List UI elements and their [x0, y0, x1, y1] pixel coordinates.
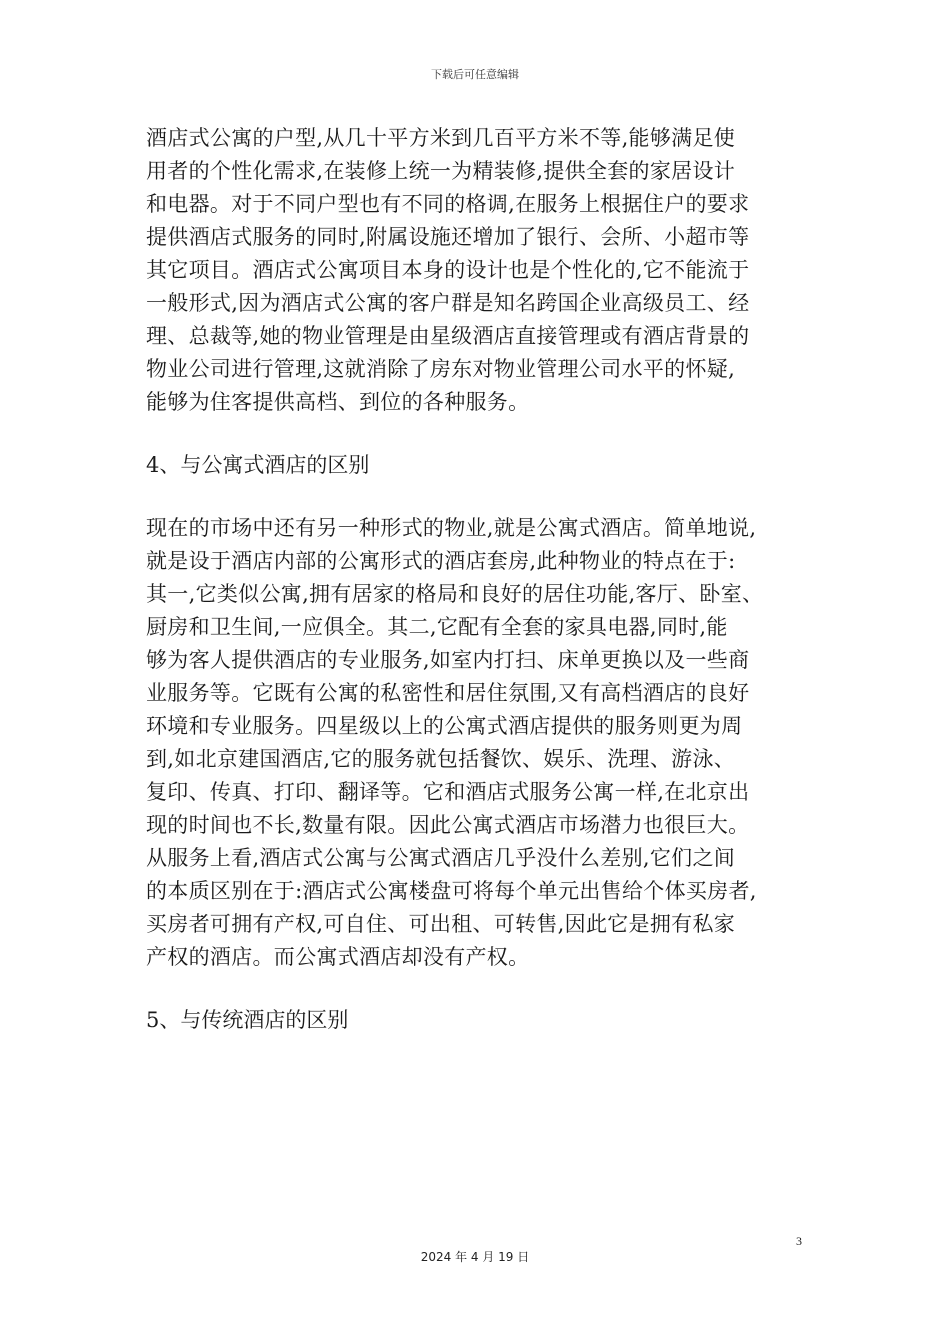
section-heading-5: 5、与传统酒店的区别	[146, 1008, 349, 1032]
text-line: 厨房和卫生间,一应俱全。其二,它配有全套的家具电器,同时,能	[146, 615, 728, 639]
page-number: 3	[796, 1234, 802, 1248]
text-line: 复印、传真、打印、翻译等。它和酒店式服务公寓一样,在北京出	[146, 780, 750, 804]
text-line: 物业公司进行管理,这就消除了房东对物业管理公司水平的怀疑,	[146, 357, 736, 381]
paragraph-apartment-hotel-difference	[146, 512, 818, 974]
text-line: 从服务上看,酒店式公寓与公寓式酒店几乎没什么差别,它们之间	[146, 846, 736, 870]
page-date: 2024 年 4 月 19 日	[420, 1250, 530, 1264]
text-line: 到,如北京建国酒店,它的服务就包括餐饮、娱乐、洗理、游泳、	[146, 747, 736, 771]
text-line: 提供酒店式服务的同时,附属设施还增加了银行、会所、小超市等	[146, 225, 750, 249]
text-line: 和电器。对于不同户型也有不同的格调,在服务上根据住户的要求	[146, 192, 750, 216]
text-line: 其它项目。酒店式公寓项目本身的设计也是个性化的,它不能流于	[146, 258, 750, 282]
text-line: 现的时间也不长,数量有限。因此公寓式酒店市场潜力也很巨大。	[146, 813, 750, 837]
text-line: 一般形式,因为酒店式公寓的客户群是知名跨国企业高级员工、经	[146, 291, 750, 315]
text-line: 业服务等。它既有公寓的私密性和居住氛围,又有高档酒店的良好	[146, 681, 750, 705]
text-line: 够为客人提供酒店的专业服务,如室内打扫、床单更换以及一些商	[146, 648, 750, 672]
text-line: 酒店式公寓的户型,从几十平方米到几百平方米不等,能够满足使	[146, 126, 736, 150]
text-line: 的本质区别在于:酒店式公寓楼盘可将每个单元出售给个体买房者,	[146, 879, 757, 903]
text-line: 现在的市场中还有另一种形式的物业,就是公寓式酒店。简单地说,	[146, 516, 757, 540]
page-header: 下载后可任意编辑	[431, 68, 519, 81]
text-line: 其一,它类似公寓,拥有居家的格局和良好的居住功能,客厅、卧室、	[146, 582, 764, 606]
text-line: 产权的酒店。而公寓式酒店却没有产权。	[146, 945, 530, 969]
section-heading-4: 4、与公寓式酒店的区别	[146, 453, 370, 477]
document-body	[146, 122, 818, 1067]
text-line: 环境和专业服务。四星级以上的公寓式酒店提供的服务则更为周	[146, 714, 743, 738]
text-line: 能够为住客提供高档、到位的各种服务。	[146, 390, 530, 414]
text-line: 买房者可拥有产权,可自住、可出租、可转售,因此它是拥有私家	[146, 912, 736, 936]
text-line: 就是设于酒店内部的公寓形式的酒店套房,此种物业的特点在于:	[146, 549, 736, 573]
text-line: 用者的个性化需求,在装修上统一为精装修,提供全套的家居设计	[146, 159, 736, 183]
text-line: 理、总裁等,她的物业管理是由星级酒店直接管理或有酒店背景的	[146, 324, 750, 348]
paragraph-serviced-apartment-features	[146, 122, 818, 419]
